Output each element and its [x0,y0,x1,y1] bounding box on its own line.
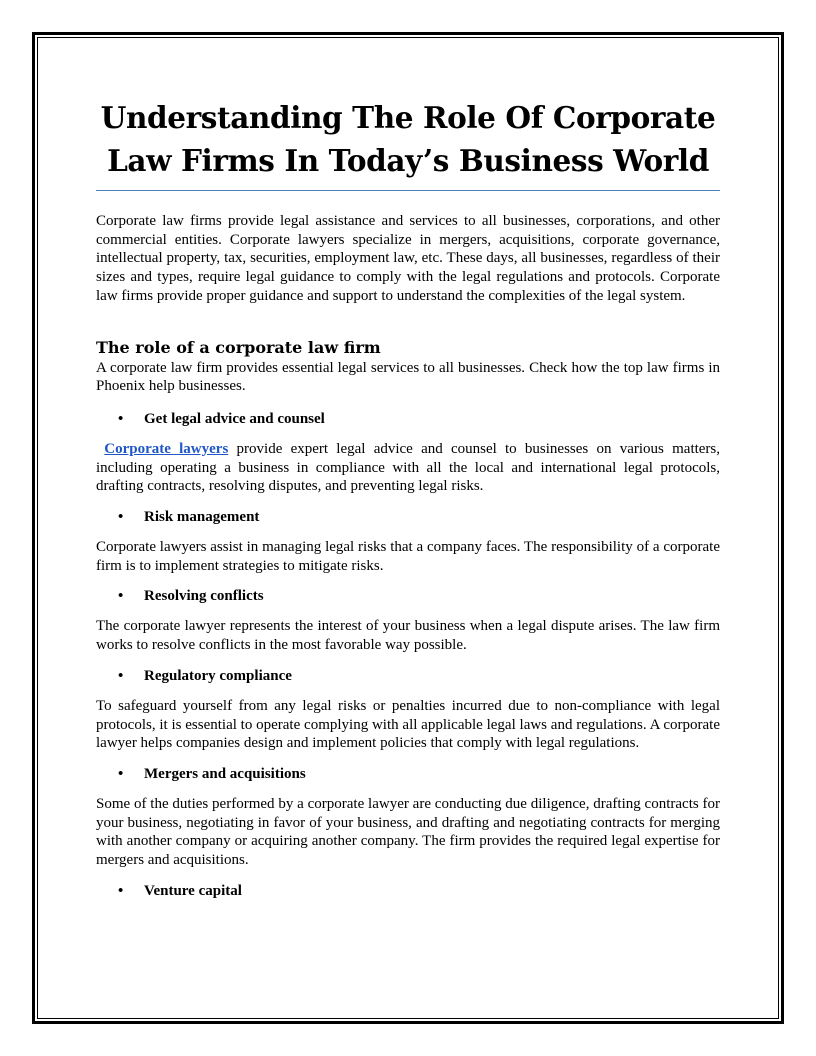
bullet-heading: Venture capital [144,882,242,899]
bullet-item-legal-advice [96,410,720,428]
bullet-icon: • [118,588,124,605]
bullet-item-regulatory-compliance [96,667,720,685]
bullet-icon: • [118,667,124,684]
bullet-heading: Get legal advice and counsel [144,410,325,427]
section-intro-paragraph: A corporate law firm provides essential legal services to all businesses. Check how the top law firms in Phoenix help businesses. [96,359,720,395]
section-heading: The role of a corporate law firm [96,337,381,357]
title-underline-rule [96,190,720,191]
bullet-item-resolving-conflicts [96,587,720,605]
corporate-lawyers-link[interactable]: Corporate lawyers [104,440,229,457]
resolving-conflicts-paragraph: The corporate lawyer represents the interest of your business when a legal dispute arises. The law firm works to resolve conflicts in the most favorable way possible. [96,618,720,654]
bullet-item-mergers-acquisitions [96,765,720,783]
bullet-heading: Risk management [144,509,260,526]
bullet-icon: • [118,882,124,899]
regulatory-compliance-paragraph: To safeguard yourself from any legal risks or penalties incurred due to non-compliance with legal protocols, it is essential to operate complying with all applicable legal laws and regulations. A corporate lawyer helps companies design and implement policies that comply with legal regulations. [96,697,720,752]
bullet-icon: • [118,410,124,427]
bullet-heading: Regulatory compliance [144,667,292,684]
bullet-icon: • [118,509,124,526]
bullet-item-risk-management [96,508,720,526]
mergers-acquisitions-paragraph: Some of the duties performed by a corporate lawyer are conducting due diligence, drafting contracts for your business, negotiating in favor of your business, and drafting and negotiating contracts for merging with another company or acquiring another company. The firm provides the required legal expertise for mergers and acquisitions. [96,795,720,869]
legal-advice-text: provide expert legal advice and counsel to businesses on various matters, including operating a business in compliance with all the local and international legal protocols, drafting contracts, resolving disputes, and preventing legal risks. [96,440,721,495]
bullet-heading: Resolving conflicts [144,588,264,605]
bullet-item-venture-capital [96,882,720,900]
document-body [96,96,720,900]
legal-advice-paragraph [96,440,720,496]
risk-management-paragraph: Corporate lawyers assist in managing legal risks that a company faces. The responsibility of a corporate firm is to implement strategies to mitigate risks. [96,539,720,574]
intro-paragraph: Corporate law firms provide legal assistance and services to all businesses, corporations, and other commercial entities. Corporate lawyers specialize in mergers, acquisitions, corporate governance, intellectual property, tax, securities, employment law, etc. These days, all businesses, regardless of their sizes and types, require legal guidance to comply with the legal regulations and protocols. Corporate law firms provide proper guidance and support to understand the complexities of the legal system. [96,213,720,304]
document-title: Understanding The Role Of Corporate Law Firms In Today’s Business World [100,100,716,178]
bullet-heading: Mergers and acquisitions [144,765,306,782]
bullet-icon: • [118,765,124,782]
